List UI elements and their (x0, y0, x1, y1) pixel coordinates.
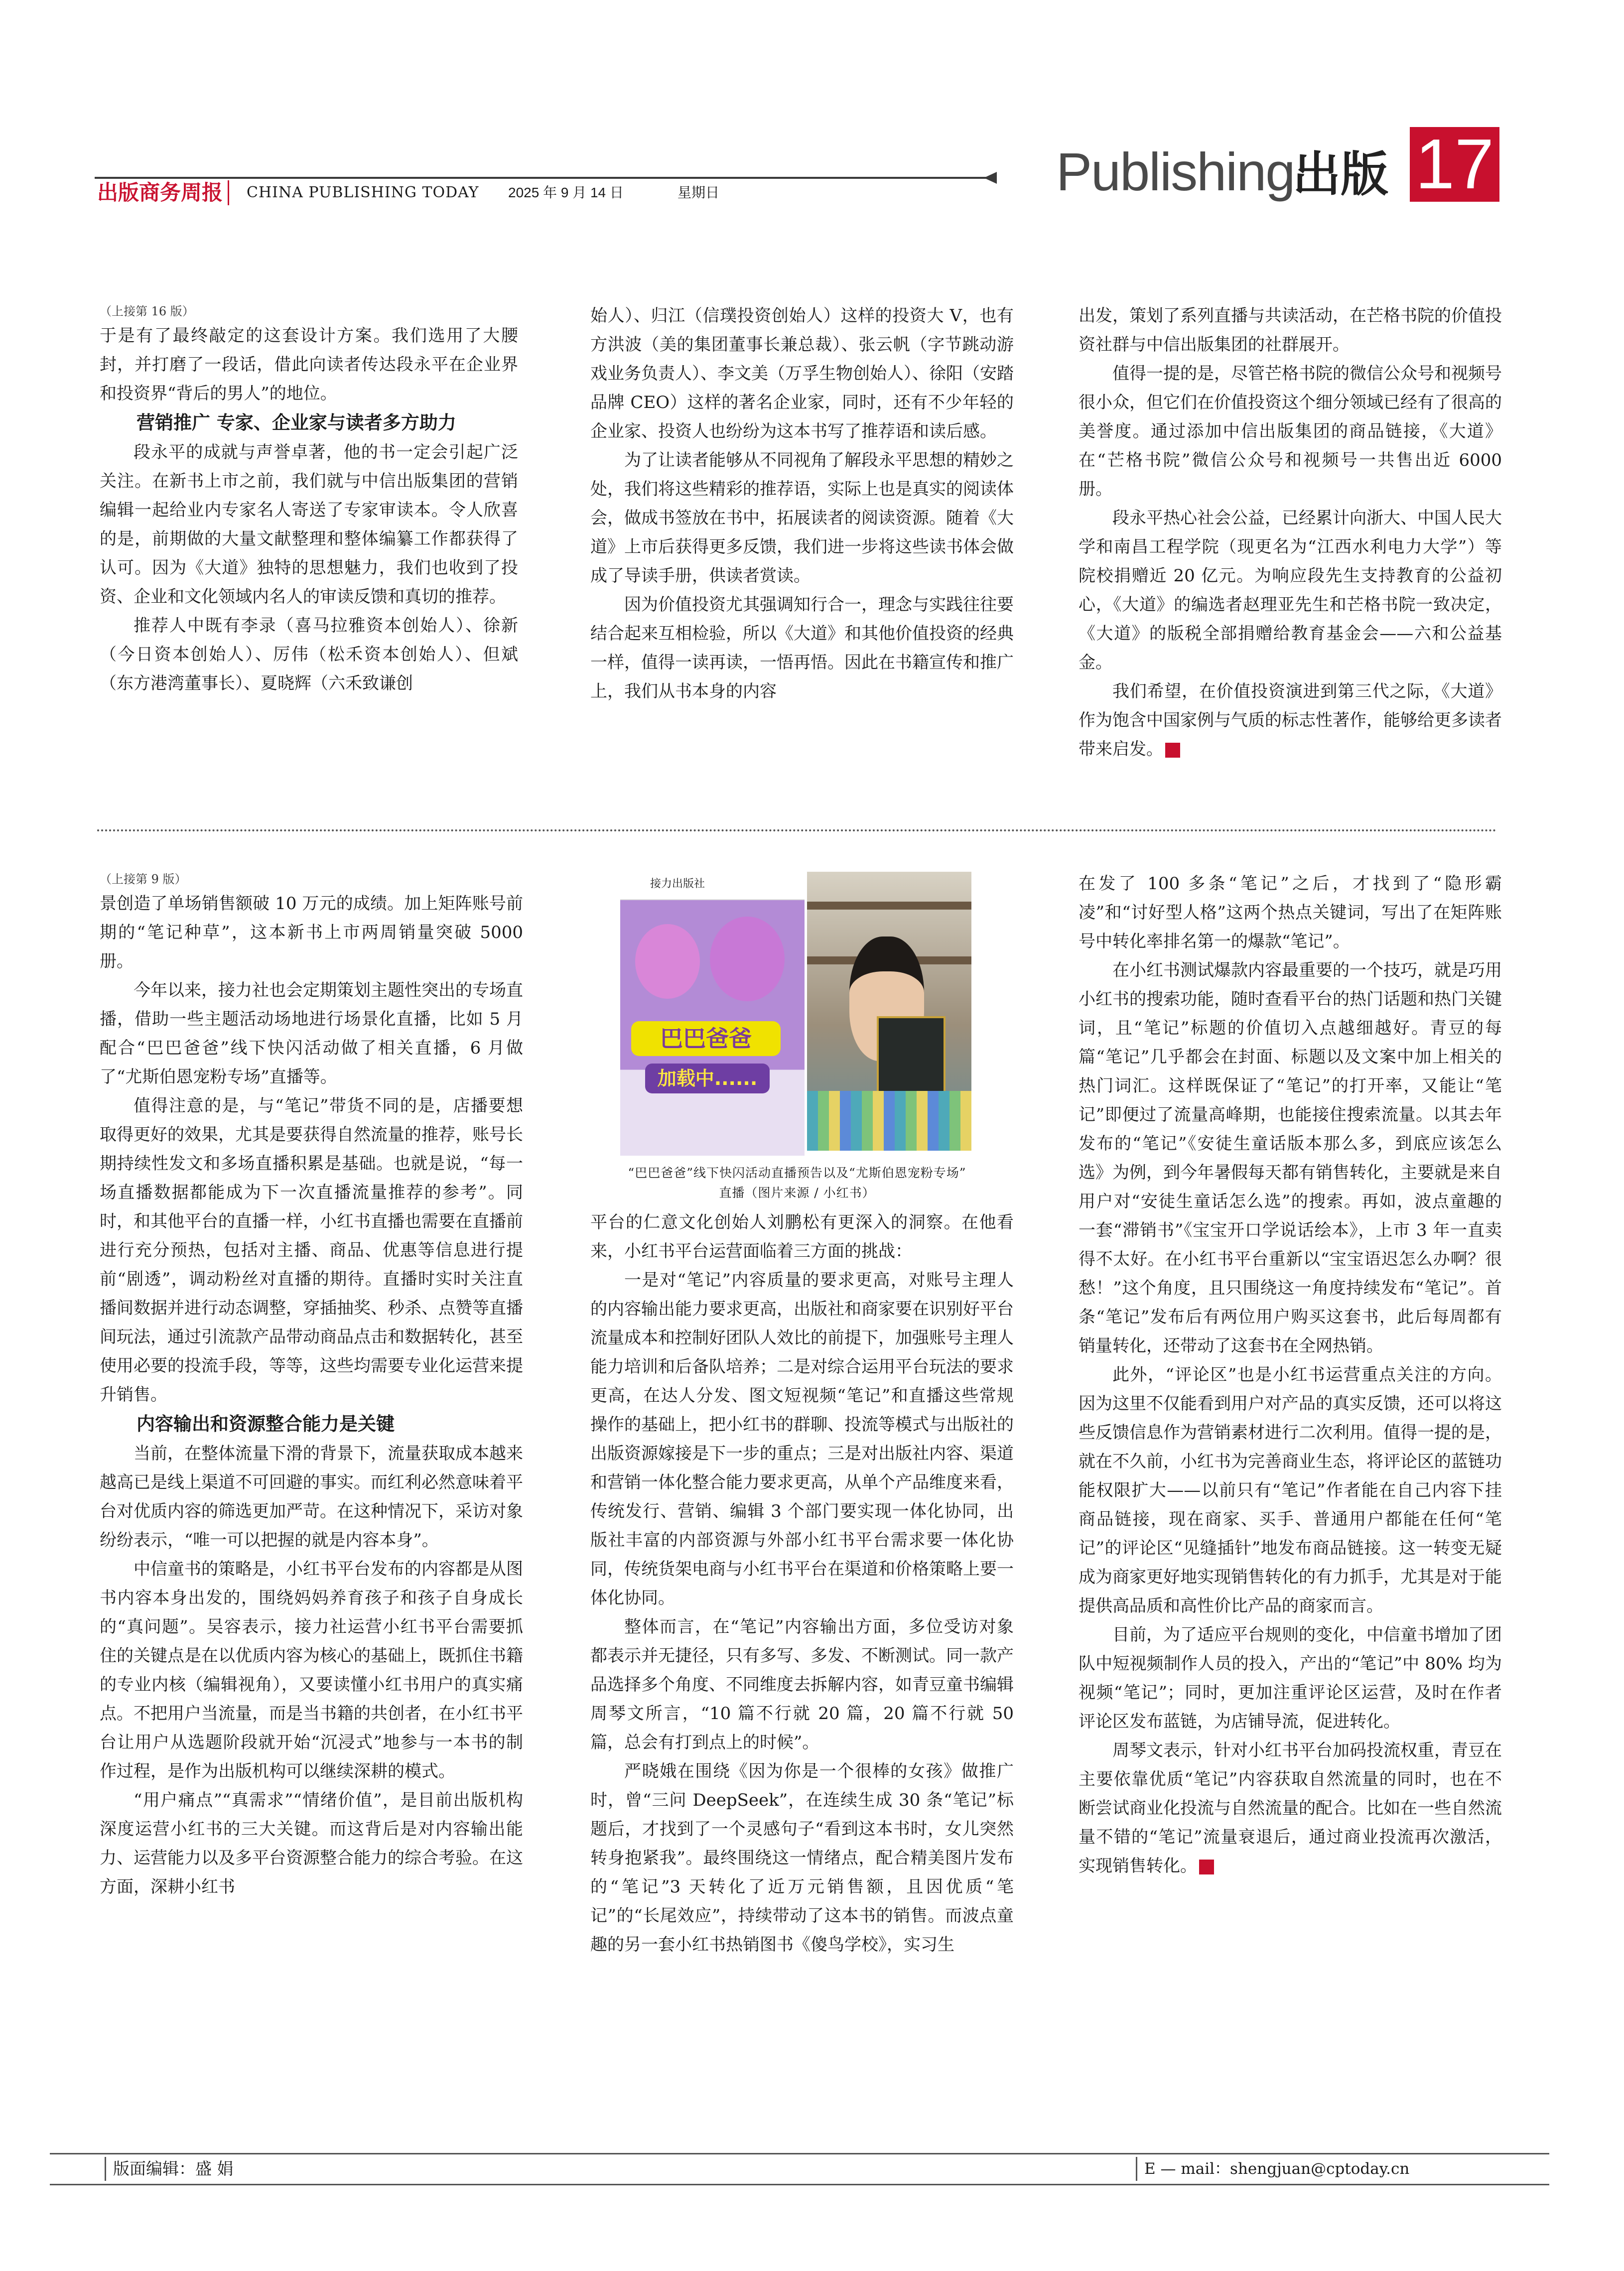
caption-line: 直播（图片来源 / 小红书） (719, 1186, 875, 1200)
footer-rule-top (50, 2153, 1549, 2154)
paragraph: 严晓娥在围绕《因为你是一个很棒的女孩》做推广时，曾“三问 DeepSeek”，在连续生成 30 条“笔记”标题后，才找到了一个灵感句子“看到这本书时，女儿突然转身抱紧我”。最终围绕这一情绪点，配合精美图片发布的“笔记”3 天转化了近万元销售额，且因优质“笔记”的“长尾效应”，持续带动了这本书的销售。而波点童趣的另一套小红书热销图书《傻鸟学校》，实习生 (590, 1761, 1014, 1955)
bottom-column-1 (100, 869, 523, 1901)
paragraph: 于是有了最终敲定的这套设计方案。我们选用了大腰封，并打磨了一段话，借此向读者传达段永平在企业界和投资界“背后的男人”的地位。 (100, 326, 518, 403)
paragraph: 一是对“笔记”内容质量的要求更高，对账号主理人的内容输出能力要求更高，出版社和商家要在识别好平台流量成本和控制好团队人效比的前提下，加强账号主理人能力培训和后备队培养；二是对综合运用平台玩法的要求更高，在达人分发、图文短视频“笔记”和直播这些常规操作的基础上，把小红书的群聊、投流等模式与出版社的出版资源嫁接是下一步的重点；三是对出版社内容、渠道和营销一体化整合能力要求更高，从单个产品维度来看，传统发行、营销、编辑 3 个部门要实现一体化协同，出版社丰富的内部资源与外部小红书平台需求要一体化协同，传统货架电商与小红书平台在渠道和价格策略上要一体化协同。 (590, 1270, 1014, 1608)
livestream-preview-photo (620, 869, 805, 1156)
bottom-column-2 (590, 1208, 1014, 1959)
footer-rule-bottom (50, 2184, 1549, 2185)
subheading: 内容输出和资源整合能力是关键 (136, 1413, 395, 1435)
caption-line: “巴巴爸爸”线下快闪活动直播预告以及“尤斯伯恩宠粉专场” (628, 1166, 966, 1180)
paragraph: 目前，为了适应平台规则的变化，中信童书增加了团队中短视频制作人员的投入，产出的“笔记”中 80% 均为视频“笔记”；同时，更加注重评论区运营，及时在作者评论区发布蓝链，为店铺导流，促进转化。 (1079, 1625, 1502, 1732)
character-figure (710, 917, 785, 1001)
paragraph: 始人）、归江（信璞投资创始人）这样的投资大 V，也有方洪波（美的集团董事长兼总裁）、张云帆（字节跳动游戏业务负责人）、李文美（万孚生物创始人）、徐阳（安踏品牌 CEO）这样的著名企业家，同时，还有不少年轻的企业家、投资人也纷纷为这本书写了推荐语和读后感。 (590, 306, 1014, 441)
app-title: 接力出版社 (650, 878, 705, 890)
photo-caption (588, 1163, 1006, 1203)
paragraph: 当前，在整体流量下滑的背景下，流量获取成本越来越高已是线上渠道不可回避的事实。而红利必然意味着平台对优质内容的筛选更加严苛。在这种情况下，采访对象纷纷表示，“唯一可以把握的就是内容本身”。 (100, 1444, 523, 1550)
paragraph: 在发了 100 多条“笔记”之后，才找到了“隐形霸凌”和“讨好型人格”这两个热点关键词，写出了在矩阵账号中转化率排名第一的爆款“笔记”。 (1079, 874, 1502, 951)
continued-note: （上接第 9 版） (100, 872, 187, 886)
paragraph-text: 我们希望，在价值投资演进到第三代之际，《大道》作为饱含中国家例与气质的标志性著作，能够给更多读者带来启发。 (1079, 681, 1502, 759)
livestream-host-photo (807, 872, 971, 1151)
paragraph (1079, 677, 1502, 764)
page-editor: 版面编辑：盛 娟 (105, 2157, 234, 2181)
top-column-1 (100, 301, 518, 698)
section-title-en: Publishing (1056, 141, 1295, 202)
paragraph: 今年以来，接力社也会定期策划主题性突出的专场直播，借助一些主题活动场地进行场景化直播，比如 5 月配合“巴巴爸爸”线下快闪活动做了相关直播，6 月做了“尤斯伯恩宠粉专场”直播等。 (100, 980, 523, 1087)
issue-date: 2025 年 9 月 14 日 (508, 185, 624, 200)
paragraph: 此外，“评论区”也是小红书运营重点关注的方向。因为这里不仅能看到用户对产品的真实反馈，还可以将这些反馈信息作为营销素材进行二次利用。值得一提的是，就在不久前，小红书为完善商业生态，将评论区的蓝链功能权限扩大——以前只有“笔记”作者能在自己内容下挂商品链接，现在商家、买手、普通用户都能在任何“笔记”的评论区“见缝插针”地发布商品链接。这一转变无疑成为商家更好地实现销售转化的有力抓手，尤其是对于能提供高品质和高性价比产品的商家而言。 (1079, 1365, 1502, 1616)
character-figure (635, 924, 700, 999)
paragraph (1079, 1736, 1502, 1880)
paragraph-text: 周琴文表示，针对小红书平台加码投流权重，青豆在主要依靠优质“笔记”内容获取自然流量的同时，也在不断尝试商业化投流与自然流量的配合。比如在一些自然流量不错的“笔记”流量衰退后，通过商业投流再次激活，实现销售转化。 (1079, 1740, 1502, 1876)
paragraph: 推荐人中既有李录（喜马拉雅资本创始人）、徐新（今日资本创始人）、厉伟（松禾资本创始人）、但斌（东方港湾董事长）、夏晓辉（六禾致谦创 (100, 616, 518, 693)
paragraph: 为了让读者能够从不同视角了解段永平思想的精妙之处，我们将这些精彩的推荐语，实际上也是真实的阅读体会，做成书签放在书中，拓展读者的阅读资源。随着《大道》上市后获得更多反馈，我们进一步将这些读书体会做成了导读手册，供读者赏读。 (590, 450, 1014, 586)
continued-note: （上接第 16 版） (100, 304, 194, 318)
paragraph: “用户痛点”“真需求”“情绪价值”，是目前出版机构深度运营小红书的三大关键。而这背后是对内容输出能力、运营能力以及多平台资源整合能力的综合考验。在这方面，深耕小红书 (100, 1790, 523, 1897)
paper-name-en: CHINA PUBLISHING TODAY (247, 184, 479, 201)
paragraph: 景创造了单场销售额破 10 万元的成绩。加上矩阵账号前期的“笔记种草”，这本新书上市两周销量突破 5000 册。 (100, 894, 523, 971)
page-number: 17 (1410, 127, 1499, 202)
paragraph: 平台的仁意文化创始人刘鹏松有更深入的洞察。在他看来，小红书平台运营面临着三方面的挑战： (590, 1212, 1014, 1261)
paragraph: 值得一提的是，尽管芒格书院的微信公众号和视频号很小众，但它们在价值投资这个细分领域已经有了很高的美誉度。通过添加中信出版集团的商品链接，《大道》在“芒格书院”微信公众号和视频号一共售出近 6000 册。 (1079, 364, 1502, 499)
promo-banner: 巴巴爸爸 (631, 1021, 781, 1056)
bookshelf (807, 902, 971, 910)
section-divider (97, 829, 1497, 831)
paragraph: 因为价值投资尤其强调知行合一，理念与实践往往要结合起来互相检验，所以《大道》和其他价值投资的经典一样，值得一读再读，一悟再悟。因此在书籍宣传和推广上，我们从书本身的内容 (590, 595, 1014, 701)
top-column-2 (590, 301, 1014, 706)
subheading: 营销推广 专家、企业家与读者多方助力 (136, 412, 456, 433)
book-row (807, 1091, 971, 1151)
paragraph: 中信童书的策略是，小红书平台发布的内容都是从图书内容本身出发的，围绕妈妈养育孩子和孩子自身成长的“真问题”。吴容表示，接力社运营小红书平台需要抓住的关键点是在以优质内容为核心的基础上，既抓住书籍的专业内核（编辑视角），又要读懂小红书用户的真实痛点。不把用户当流量，而是当书籍的共创者，在小红书平台让用户从选题阶段就开始“沉浸式”地参与一本书的制作过程，是作为出版机构可以继续深耕的模式。 (100, 1559, 523, 1781)
editor-email[interactable]: E — mail：shengjuan@cptoday.cn (1136, 2157, 1409, 2181)
header-rule (95, 177, 996, 179)
paragraph: 段永平热心社会公益，已经累计向浙大、中国人民大学和南昌工程学院（现更名为“江西水利电力大学”）等院校捐赠近 20 亿元。为响应段先生支持教育的公益初心，《大道》的编选者赵理亚先生和芒格书院一致决定，《大道》的版税全部捐赠给教育基金会——六和公益基金。 (1079, 508, 1502, 672)
paragraph: 值得注意的是，与“笔记”带货不同的是，店播要想取得更好的效果，尤其是要获得自然流量的推荐，账号长期持续性发文和多场直播积累是基础。也就是说，“每一场直播数据都能成为下一次直播流量推荐的参考”。同时，和其他平台的直播一样，小红书直播也需要在直播前进行充分预热，包括对主播、商品、优惠等信息进行提前“剧透”，调动粉丝对直播的期待。直播时实时关注直播间数据并进行动态调整，穿插抽奖、秒杀、点赞等直播间玩法，通过引流款产品带动商品点击和数据转化，甚至使用必要的投流手段，等等，这些均需要专业化运营来提升销售。 (100, 1096, 523, 1405)
paragraph: 出发，策划了系列直播与共读活动，在芒格书院的价值投资社群与中信出版集团的社群展开。 (1079, 306, 1502, 355)
paragraph: 整体而言，在“笔记”内容输出方面，多位受访对象都表示并无捷径，只有多写、多发、不断测试。同一款产品选择多个角度、不同维度去拆解内容，如青豆童书编辑周琴文所言，“10 篇不行就 20 篇，20 篇不行就 50 篇，总会有打到点上的时候”。 (590, 1617, 1014, 1752)
app-topbar (620, 869, 805, 900)
section-title-cn: 出版 (1293, 146, 1388, 202)
top-column-3 (1079, 301, 1502, 764)
paragraph: 段永平的成就与声誉卓著，他的书一定会引起广泛关注。在新书上市之前，我们就与中信出版集团的营销编辑一起给业内专家名人寄送了专家审读本。令人欣喜的是，前期做的大量文献整理和整体编纂工作都获得了认可。因为《大道》独特的思想魅力，我们也收到了投资、企业和文化领域内名人的审读反馈和真切的推荐。 (100, 442, 518, 607)
paragraph: 在小红书测试爆款内容最重要的一个技巧，就是巧用小红书的搜索功能，随时查看平台的热门话题和热门关键词，且“笔记”标题的价值切入点越细越好。青豆的每篇“笔记”几乎都会在封面、标题以及文案中加上相关的热门词汇。这样既保证了“笔记”的打开率，又能让“笔记”即便过了流量高峰期，也能接住搜索流量。以其去年发布的“笔记”《安徒生童话版本那么多，到底应该怎么选》为例，到今年暑假每天都有销售转化，主要就是来自用户对“安徒生童话怎么选”的搜索。再如，波点童趣的一套“滞销书”《宝宝开口学说话绘本》，上市 3 年一直卖得不太好。在小红书平台重新以“宝宝语迟怎么办啊？很愁！”这个角度，且只围绕这一角度持续发布“笔记”。首条“笔记”发布后有两位用户购买这套书，此后每周都有销量转化，还带动了这套书在全网热销。 (1079, 960, 1502, 1356)
issue-weekday: 星期日 (677, 185, 720, 200)
header-arrow-icon (984, 172, 997, 184)
end-mark-icon: ◧ (1199, 1860, 1214, 1874)
promo-banner-2: 加载中...... (645, 1064, 770, 1093)
end-mark-icon: ◧ (1165, 743, 1180, 758)
paper-name: 出版商务周报 (97, 180, 229, 205)
bottom-column-3 (1079, 869, 1502, 1880)
